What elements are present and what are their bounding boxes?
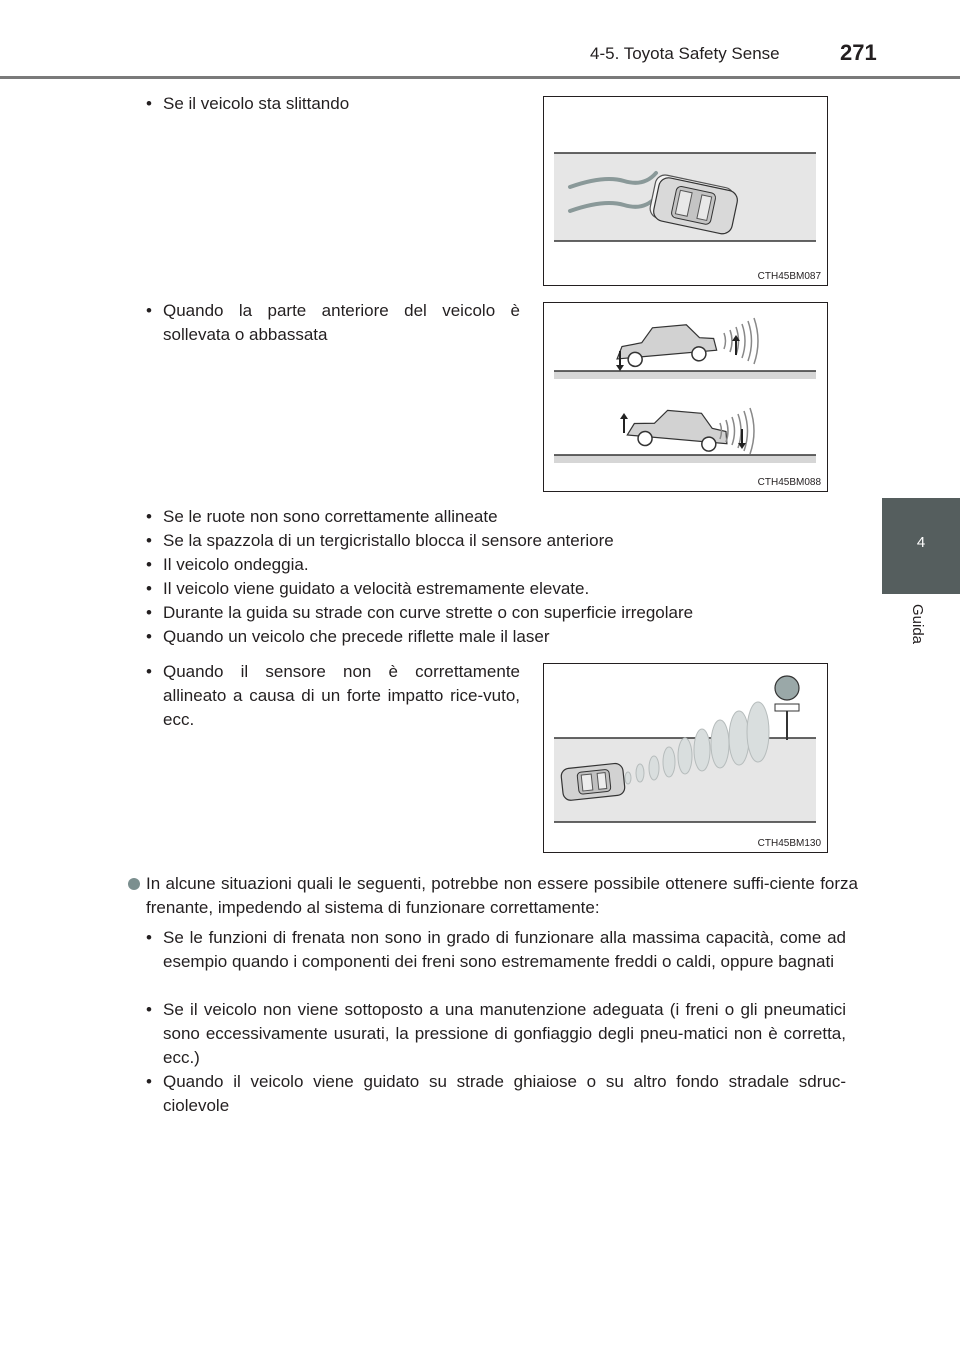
bullet-dot: •	[146, 301, 152, 320]
bullet-dot: •	[146, 928, 152, 947]
figure-skidding-car	[543, 96, 828, 286]
bullet-dot: •	[146, 1072, 152, 1091]
figure-code: CTH45BM088	[757, 477, 821, 488]
figure-code: CTH45BM130	[757, 838, 821, 849]
bullet-text: Il veicolo ondeggia.	[163, 555, 309, 574]
bullet-dot: •	[146, 531, 152, 550]
bullet-item	[146, 529, 846, 553]
page-number: 271	[840, 40, 877, 65]
header-divider	[0, 76, 960, 79]
bullet-item	[146, 660, 520, 732]
skidding-car-illustration	[544, 97, 827, 285]
bullet-item	[146, 1070, 846, 1118]
main-point-text: In alcune situazioni quali le seguenti, potrebbe non essere possibile ottenere suffi-ciente forza frenante, impedendo al sistema di funzionare correttamente:	[146, 874, 858, 917]
bullet-text: Durante la guida su strade con curve strette o con superficie irregolare	[163, 603, 694, 622]
bullet-text: Se il veicolo non viene sottoposto a una manutenzione adeguata (i freni o gli pneumatici sono eccessivamente usurati, la pressione di gonfiaggio degli pneu-matici non è corretta, ecc.)	[163, 1000, 846, 1067]
bullet-dot: •	[146, 627, 152, 646]
bullet-text: Se la spazzola di un tergicristallo blocca il sensore anteriore	[163, 531, 614, 550]
main-point	[128, 872, 858, 920]
misaligned-sensor-illustration	[544, 664, 827, 852]
bullet-dot: •	[146, 603, 152, 622]
bullet-dot: •	[146, 579, 152, 598]
chapter-number: 4	[916, 534, 926, 551]
bullet-item	[146, 577, 846, 601]
bullet-text: Se il veicolo sta slittando	[163, 94, 350, 113]
bullet-item	[146, 998, 846, 1070]
pitch-car-illustration	[544, 303, 827, 491]
section-title: 4-5. Toyota Safety Sense	[590, 44, 780, 63]
bullet-dot: •	[146, 662, 152, 681]
bullet-item	[146, 92, 520, 116]
bullet-dot: •	[146, 555, 152, 574]
bullet-text: Quando un veicolo che precede riflette male il laser	[163, 627, 550, 646]
figure-misaligned-sensor	[543, 663, 828, 853]
bullet-dot: •	[146, 507, 152, 526]
bullet-text: Quando la parte anteriore del veicolo è sollevata o abbassata	[163, 301, 520, 344]
figure-pitch-car	[543, 302, 828, 492]
bullet-text: Se le funzioni di frenata non sono in grado di funzionare alla massima capacità, come ad esempio quando i componenti dei freni sono estremamente freddi o caldi, oppure bagnati	[163, 928, 846, 971]
bullet-item	[146, 601, 846, 625]
chapter-tab	[882, 498, 960, 594]
bullet-dot: •	[146, 94, 152, 113]
bullet-text: Quando il sensore non è correttamente allineato a causa di un forte impatto rice-vuto, ecc.	[163, 662, 520, 729]
bullet-item	[146, 505, 846, 529]
bullet-item	[146, 926, 846, 998]
bullet-item	[146, 553, 846, 577]
bullet-dot: •	[146, 1000, 152, 1019]
bullet-item	[146, 299, 520, 347]
bullet-text: Se le ruote non sono correttamente allineate	[163, 507, 498, 526]
bullet-item	[146, 625, 846, 649]
bullet-text: Il veicolo viene guidato a velocità estremamente elevate.	[163, 579, 590, 598]
figure-code: CTH45BM087	[757, 271, 821, 282]
chapter-label: Guida	[909, 604, 926, 645]
circle-bullet-icon	[128, 878, 140, 890]
bullet-text: Quando il veicolo viene guidato su strade ghiaiose o su altro fondo stradale sdruc-ciolevole	[163, 1072, 846, 1115]
